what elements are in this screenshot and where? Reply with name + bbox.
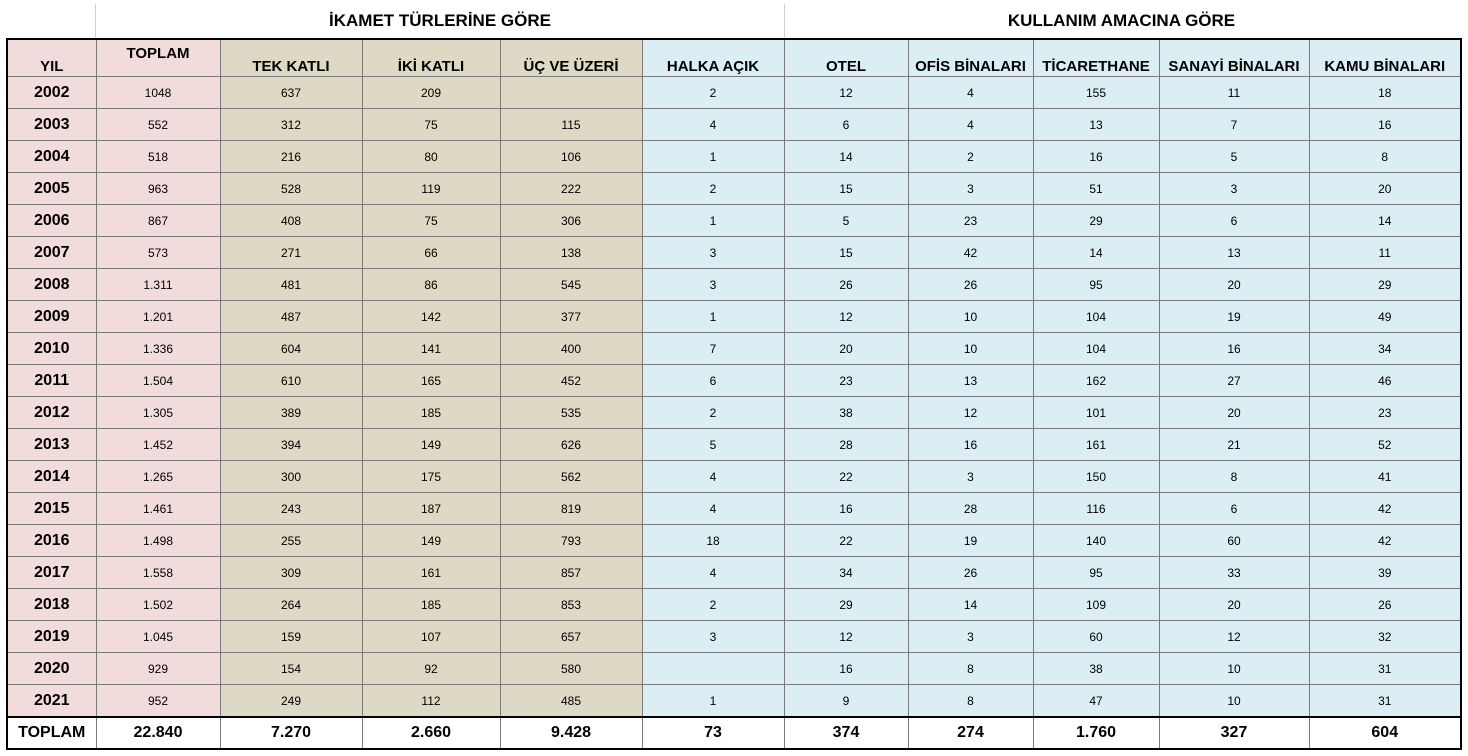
table-cell: 14 bbox=[908, 589, 1033, 621]
table-row bbox=[7, 333, 1461, 365]
table-cell: 1.201 bbox=[96, 301, 220, 333]
table-cell: 34 bbox=[784, 557, 908, 589]
table-cell: 6 bbox=[784, 109, 908, 141]
table-row bbox=[7, 365, 1461, 397]
table-cell: 150 bbox=[1033, 461, 1159, 493]
table-cell: 6 bbox=[642, 365, 784, 397]
table-cell: 26 bbox=[908, 269, 1033, 301]
table-cell: 222 bbox=[500, 173, 642, 205]
year-cell: 2014 bbox=[7, 461, 96, 493]
totals-cell: 2.660 bbox=[362, 717, 500, 749]
table-cell: 1 bbox=[642, 685, 784, 718]
table-cell: 18 bbox=[1309, 77, 1461, 109]
table-cell: 400 bbox=[500, 333, 642, 365]
table-cell: 4 bbox=[642, 493, 784, 525]
table-cell: 16 bbox=[1033, 141, 1159, 173]
table-cell: 15 bbox=[784, 173, 908, 205]
table-cell: 952 bbox=[96, 685, 220, 718]
table-cell: 34 bbox=[1309, 333, 1461, 365]
table-cell: 28 bbox=[908, 493, 1033, 525]
table-cell: 485 bbox=[500, 685, 642, 718]
totals-cell: 1.760 bbox=[1033, 717, 1159, 749]
column-header-total: TOPLAM bbox=[96, 39, 220, 77]
table-cell: 75 bbox=[362, 205, 500, 237]
column-header-row bbox=[7, 39, 1461, 77]
table-row bbox=[7, 685, 1461, 718]
table-cell: 33 bbox=[1159, 557, 1309, 589]
totals-cell: 7.270 bbox=[220, 717, 362, 749]
table-cell: 29 bbox=[1309, 269, 1461, 301]
table-cell: 5 bbox=[784, 205, 908, 237]
table-cell: 306 bbox=[500, 205, 642, 237]
table-cell: 20 bbox=[1159, 397, 1309, 429]
table-cell: 185 bbox=[362, 397, 500, 429]
table-cell: 3 bbox=[642, 621, 784, 653]
table-cell: 793 bbox=[500, 525, 642, 557]
year-cell: 2009 bbox=[7, 301, 96, 333]
table-cell: 8 bbox=[1309, 141, 1461, 173]
table-cell: 7 bbox=[1159, 109, 1309, 141]
table-cell: 18 bbox=[642, 525, 784, 557]
table-cell: 51 bbox=[1033, 173, 1159, 205]
table-cell: 104 bbox=[1033, 301, 1159, 333]
table-cell: 4 bbox=[642, 557, 784, 589]
year-cell: 2012 bbox=[7, 397, 96, 429]
table-cell: 2 bbox=[642, 397, 784, 429]
column-header-year: YIL bbox=[7, 39, 96, 77]
table-cell: 309 bbox=[220, 557, 362, 589]
table-cell: 104 bbox=[1033, 333, 1159, 365]
table-cell: 52 bbox=[1309, 429, 1461, 461]
table-cell: 1.558 bbox=[96, 557, 220, 589]
table-cell: 162 bbox=[1033, 365, 1159, 397]
table-cell: 394 bbox=[220, 429, 362, 461]
table-cell: 19 bbox=[908, 525, 1033, 557]
table-cell bbox=[500, 77, 642, 109]
table-row bbox=[7, 653, 1461, 685]
table-cell: 243 bbox=[220, 493, 362, 525]
table-cell: 15 bbox=[784, 237, 908, 269]
table-cell: 452 bbox=[500, 365, 642, 397]
table-cell: 31 bbox=[1309, 685, 1461, 718]
table-cell: 140 bbox=[1033, 525, 1159, 557]
table-cell: 80 bbox=[362, 141, 500, 173]
table-cell: 159 bbox=[220, 621, 362, 653]
table-cell: 22 bbox=[784, 461, 908, 493]
table-cell: 16 bbox=[908, 429, 1033, 461]
table-cell: 929 bbox=[96, 653, 220, 685]
table-cell: 1.504 bbox=[96, 365, 220, 397]
table-cell: 1.502 bbox=[96, 589, 220, 621]
table-cell: 867 bbox=[96, 205, 220, 237]
table-row bbox=[7, 301, 1461, 333]
table-cell: 26 bbox=[1309, 589, 1461, 621]
group-header-row bbox=[6, 4, 1460, 38]
table-cell: 209 bbox=[362, 77, 500, 109]
table-cell: 27 bbox=[1159, 365, 1309, 397]
table-cell: 10 bbox=[908, 301, 1033, 333]
table-cell: 42 bbox=[1309, 525, 1461, 557]
table-cell: 1 bbox=[642, 141, 784, 173]
table-cell: 626 bbox=[500, 429, 642, 461]
table-row bbox=[7, 269, 1461, 301]
table-cell: 1 bbox=[642, 205, 784, 237]
totals-cell: 73 bbox=[642, 717, 784, 749]
table-cell: 963 bbox=[96, 173, 220, 205]
year-cell: 2008 bbox=[7, 269, 96, 301]
table-cell: 39 bbox=[1309, 557, 1461, 589]
totals-row bbox=[7, 717, 1461, 749]
table-cell: 10 bbox=[1159, 653, 1309, 685]
table-cell: 562 bbox=[500, 461, 642, 493]
table-cell: 95 bbox=[1033, 557, 1159, 589]
table-cell: 12 bbox=[784, 77, 908, 109]
table-cell: 20 bbox=[1159, 269, 1309, 301]
table-cell: 13 bbox=[1033, 109, 1159, 141]
table-cell: 487 bbox=[220, 301, 362, 333]
table-cell: 20 bbox=[1159, 589, 1309, 621]
table-cell: 101 bbox=[1033, 397, 1159, 429]
table-cell: 46 bbox=[1309, 365, 1461, 397]
table-cell: 819 bbox=[500, 493, 642, 525]
table-cell: 19 bbox=[1159, 301, 1309, 333]
table-body bbox=[7, 77, 1461, 718]
table-cell: 175 bbox=[362, 461, 500, 493]
table-cell: 1.461 bbox=[96, 493, 220, 525]
column-header-industrial: SANAYİ BİNALARI bbox=[1159, 39, 1309, 77]
column-header-government: KAMU BİNALARI bbox=[1309, 39, 1461, 77]
table-cell: 165 bbox=[362, 365, 500, 397]
year-cell: 2019 bbox=[7, 621, 96, 653]
totals-cell: 9.428 bbox=[500, 717, 642, 749]
table-cell: 853 bbox=[500, 589, 642, 621]
table-cell: 389 bbox=[220, 397, 362, 429]
table-cell: 14 bbox=[1033, 237, 1159, 269]
table-row bbox=[7, 621, 1461, 653]
table-row bbox=[7, 173, 1461, 205]
table-cell: 8 bbox=[908, 685, 1033, 718]
table-cell: 12 bbox=[784, 301, 908, 333]
table-cell: 22 bbox=[784, 525, 908, 557]
table-cell: 42 bbox=[908, 237, 1033, 269]
table-cell: 3 bbox=[908, 173, 1033, 205]
table-cell: 1.311 bbox=[96, 269, 220, 301]
table-cell: 106 bbox=[500, 141, 642, 173]
totals-cell: 274 bbox=[908, 717, 1033, 749]
table-cell: 1.498 bbox=[96, 525, 220, 557]
year-cell: 2016 bbox=[7, 525, 96, 557]
column-header-single-storey: TEK KATLI bbox=[220, 39, 362, 77]
table-cell: 42 bbox=[1309, 493, 1461, 525]
table-cell: 4 bbox=[642, 461, 784, 493]
table-row bbox=[7, 141, 1461, 173]
table-cell: 1.452 bbox=[96, 429, 220, 461]
table-cell: 2 bbox=[642, 173, 784, 205]
building-permit-table bbox=[6, 38, 1462, 750]
table-cell: 13 bbox=[1159, 237, 1309, 269]
table-cell: 141 bbox=[362, 333, 500, 365]
table-row bbox=[7, 77, 1461, 109]
table-cell: 1.045 bbox=[96, 621, 220, 653]
table-row bbox=[7, 237, 1461, 269]
table-cell: 528 bbox=[220, 173, 362, 205]
column-header-three-plus-storey: ÜÇ VE ÜZERİ bbox=[500, 39, 642, 77]
table-cell: 4 bbox=[642, 109, 784, 141]
table-cell: 161 bbox=[362, 557, 500, 589]
table-cell: 154 bbox=[220, 653, 362, 685]
table-cell: 12 bbox=[784, 621, 908, 653]
table-cell: 3 bbox=[642, 269, 784, 301]
table-cell bbox=[642, 653, 784, 685]
table-cell: 7 bbox=[642, 333, 784, 365]
table-cell: 29 bbox=[784, 589, 908, 621]
table-cell: 264 bbox=[220, 589, 362, 621]
table-cell: 545 bbox=[500, 269, 642, 301]
table-cell: 6 bbox=[1159, 493, 1309, 525]
table-cell: 14 bbox=[784, 141, 908, 173]
table-cell: 60 bbox=[1033, 621, 1159, 653]
table-cell: 580 bbox=[500, 653, 642, 685]
table-cell: 149 bbox=[362, 525, 500, 557]
year-cell: 2017 bbox=[7, 557, 96, 589]
table-row bbox=[7, 525, 1461, 557]
year-cell: 2006 bbox=[7, 205, 96, 237]
year-cell: 2021 bbox=[7, 685, 96, 718]
table-cell: 95 bbox=[1033, 269, 1159, 301]
table-cell: 13 bbox=[908, 365, 1033, 397]
table-cell: 2 bbox=[642, 589, 784, 621]
totals-cell: 22.840 bbox=[96, 717, 220, 749]
table-cell: 12 bbox=[908, 397, 1033, 429]
table-cell: 535 bbox=[500, 397, 642, 429]
table-cell: 857 bbox=[500, 557, 642, 589]
table-cell: 1 bbox=[642, 301, 784, 333]
table-row bbox=[7, 205, 1461, 237]
table-cell: 1.305 bbox=[96, 397, 220, 429]
column-header-office: OFİS BİNALARI bbox=[908, 39, 1033, 77]
column-header-hotel: OTEL bbox=[784, 39, 908, 77]
table-cell: 552 bbox=[96, 109, 220, 141]
table-cell: 4 bbox=[908, 109, 1033, 141]
table-cell: 116 bbox=[1033, 493, 1159, 525]
year-cell: 2010 bbox=[7, 333, 96, 365]
table-cell: 21 bbox=[1159, 429, 1309, 461]
table-cell: 16 bbox=[1309, 109, 1461, 141]
table-cell: 32 bbox=[1309, 621, 1461, 653]
table-row bbox=[7, 397, 1461, 429]
table-row bbox=[7, 493, 1461, 525]
table-cell: 138 bbox=[500, 237, 642, 269]
table-cell: 271 bbox=[220, 237, 362, 269]
table-cell: 3 bbox=[908, 621, 1033, 653]
table-cell: 9 bbox=[784, 685, 908, 718]
table-cell: 142 bbox=[362, 301, 500, 333]
table-cell: 112 bbox=[362, 685, 500, 718]
table-cell: 49 bbox=[1309, 301, 1461, 333]
table-cell: 86 bbox=[362, 269, 500, 301]
table-cell: 11 bbox=[1159, 77, 1309, 109]
table-cell: 5 bbox=[642, 429, 784, 461]
table-cell: 119 bbox=[362, 173, 500, 205]
table-cell: 155 bbox=[1033, 77, 1159, 109]
residential-group-header: İKAMET TÜRLERİNE GÖRE bbox=[95, 4, 785, 38]
table-cell: 109 bbox=[1033, 589, 1159, 621]
table-cell: 107 bbox=[362, 621, 500, 653]
table-cell: 66 bbox=[362, 237, 500, 269]
table-cell: 3 bbox=[1159, 173, 1309, 205]
table-cell: 41 bbox=[1309, 461, 1461, 493]
table-row bbox=[7, 461, 1461, 493]
table-cell: 23 bbox=[1309, 397, 1461, 429]
year-cell: 2003 bbox=[7, 109, 96, 141]
table-cell: 255 bbox=[220, 525, 362, 557]
table-cell: 149 bbox=[362, 429, 500, 461]
table-row bbox=[7, 429, 1461, 461]
table-cell: 47 bbox=[1033, 685, 1159, 718]
table-cell: 610 bbox=[220, 365, 362, 397]
totals-cell: 604 bbox=[1309, 717, 1461, 749]
table-cell: 29 bbox=[1033, 205, 1159, 237]
table-cell: 16 bbox=[784, 493, 908, 525]
table-cell: 573 bbox=[96, 237, 220, 269]
year-cell: 2018 bbox=[7, 589, 96, 621]
table-cell: 216 bbox=[220, 141, 362, 173]
table-cell: 11 bbox=[1309, 237, 1461, 269]
year-cell: 2011 bbox=[7, 365, 96, 397]
table-cell: 481 bbox=[220, 269, 362, 301]
table-cell: 161 bbox=[1033, 429, 1159, 461]
table-cell: 23 bbox=[908, 205, 1033, 237]
usage-group-header: KULLANIM AMACINA GÖRE bbox=[1007, 11, 1236, 30]
table-cell: 38 bbox=[784, 397, 908, 429]
table-cell: 14 bbox=[1309, 205, 1461, 237]
year-cell: 2005 bbox=[7, 173, 96, 205]
table-cell: 16 bbox=[1159, 333, 1309, 365]
table-cell: 408 bbox=[220, 205, 362, 237]
table-cell: 518 bbox=[96, 141, 220, 173]
table-cell: 28 bbox=[784, 429, 908, 461]
table-cell: 92 bbox=[362, 653, 500, 685]
table-cell: 604 bbox=[220, 333, 362, 365]
totals-cell: 374 bbox=[784, 717, 908, 749]
table-cell: 2 bbox=[908, 141, 1033, 173]
year-cell: 2013 bbox=[7, 429, 96, 461]
table-cell: 1.265 bbox=[96, 461, 220, 493]
table-cell: 249 bbox=[220, 685, 362, 718]
year-cell: 2020 bbox=[7, 653, 96, 685]
table-cell: 377 bbox=[500, 301, 642, 333]
table-cell: 657 bbox=[500, 621, 642, 653]
year-cell: 2004 bbox=[7, 141, 96, 173]
table-cell: 4 bbox=[908, 77, 1033, 109]
table-row bbox=[7, 589, 1461, 621]
column-header-commercial: TİCARETHANE bbox=[1033, 39, 1159, 77]
table-cell: 10 bbox=[1159, 685, 1309, 718]
table-cell: 8 bbox=[908, 653, 1033, 685]
table-cell: 8 bbox=[1159, 461, 1309, 493]
table-cell: 185 bbox=[362, 589, 500, 621]
table-cell: 20 bbox=[1309, 173, 1461, 205]
table-cell: 6 bbox=[1159, 205, 1309, 237]
table-cell: 5 bbox=[1159, 141, 1309, 173]
table-cell: 31 bbox=[1309, 653, 1461, 685]
table-cell: 10 bbox=[908, 333, 1033, 365]
year-cell: 2015 bbox=[7, 493, 96, 525]
table-cell: 26 bbox=[784, 269, 908, 301]
table-cell: 16 bbox=[784, 653, 908, 685]
table-cell: 312 bbox=[220, 109, 362, 141]
table-cell: 187 bbox=[362, 493, 500, 525]
table-cell: 3 bbox=[908, 461, 1033, 493]
table-cell: 3 bbox=[642, 237, 784, 269]
table-cell: 26 bbox=[908, 557, 1033, 589]
table-cell: 300 bbox=[220, 461, 362, 493]
table-cell: 23 bbox=[784, 365, 908, 397]
table-cell: 1048 bbox=[96, 77, 220, 109]
column-header-two-storey: İKİ KATLI bbox=[362, 39, 500, 77]
year-cell: 2007 bbox=[7, 237, 96, 269]
totals-label: TOPLAM bbox=[7, 717, 96, 749]
year-cell: 2002 bbox=[7, 77, 96, 109]
table-cell: 60 bbox=[1159, 525, 1309, 557]
table-cell: 2 bbox=[642, 77, 784, 109]
column-header-public: HALKA AÇIK bbox=[642, 39, 784, 77]
table-cell: 38 bbox=[1033, 653, 1159, 685]
table-cell: 115 bbox=[500, 109, 642, 141]
table-cell: 20 bbox=[784, 333, 908, 365]
table-cell: 637 bbox=[220, 77, 362, 109]
table-row bbox=[7, 109, 1461, 141]
table-row bbox=[7, 557, 1461, 589]
totals-cell: 327 bbox=[1159, 717, 1309, 749]
table-cell: 75 bbox=[362, 109, 500, 141]
table-cell: 1.336 bbox=[96, 333, 220, 365]
table-cell: 12 bbox=[1159, 621, 1309, 653]
